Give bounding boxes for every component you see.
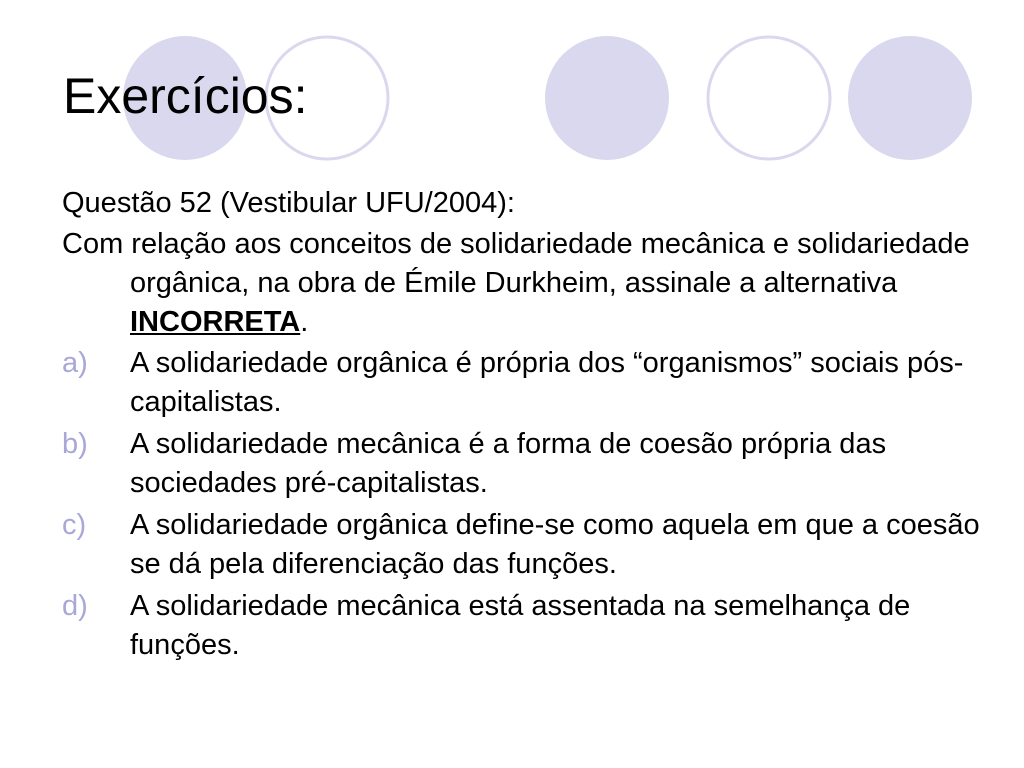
filled-circle-2	[545, 36, 669, 160]
option-c	[62, 506, 982, 584]
stem-end: .	[300, 306, 309, 338]
stem-text: Com relação aos conceitos de solidariedade mecânica e solidariedade orgânica, na obra de Émile Durkheim, assinale a alternativa	[62, 228, 970, 299]
option-marker: a)	[62, 347, 88, 379]
option-text: A solidariedade orgânica define-se como aquela em que a coesão se dá pela diferenciação das funções.	[130, 509, 980, 580]
option-marker: b)	[62, 428, 88, 460]
option-marker: d)	[62, 590, 88, 622]
answer-options	[62, 344, 982, 665]
option-text: A solidariedade mecânica está assentada na semelhança de funções.	[130, 590, 911, 661]
filled-circle-3	[848, 36, 972, 160]
outline-circle-2	[708, 37, 830, 159]
option-text: A solidariedade mecânica é a forma de coesão própria das sociedades pré-capitalistas.	[130, 428, 887, 499]
option-text: A solidariedade orgânica é própria dos “organismos” sociais pós-capitalistas.	[130, 347, 964, 418]
question-header: Questão 52 (Vestibular UFU/2004):	[62, 187, 515, 219]
question-stem	[62, 225, 982, 342]
option-a	[62, 344, 982, 422]
option-marker: c)	[62, 509, 87, 541]
slide-title: Exercícios:	[63, 68, 308, 124]
slide-content	[62, 184, 982, 668]
option-d	[62, 587, 982, 665]
stem-emphasis: INCORRETA	[130, 306, 301, 338]
option-b	[62, 425, 982, 503]
